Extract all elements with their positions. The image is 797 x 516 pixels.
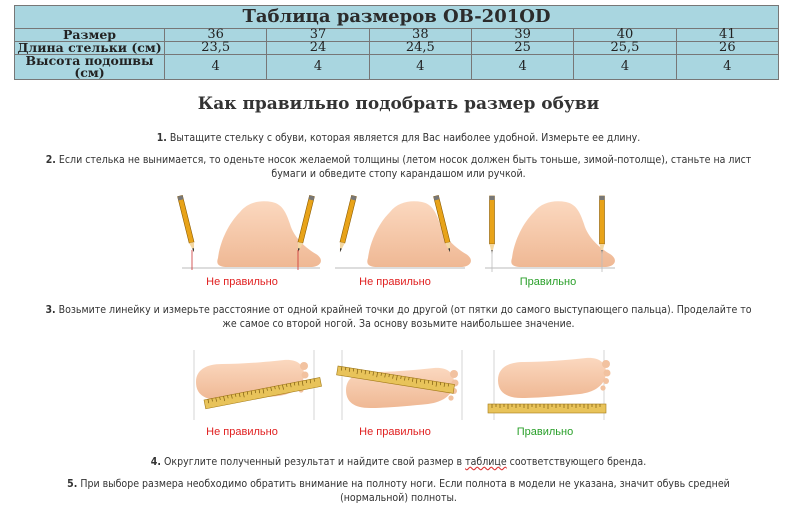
step-1 [0, 131, 797, 145]
table-cell: 36 [165, 29, 267, 42]
step-number: 3. [45, 304, 56, 316]
step-text: бумаги и обведите стопу карандашом или ручкой. [271, 168, 526, 180]
table-cell: 26 [676, 42, 778, 55]
caption-wrong: Не правильно [359, 276, 431, 288]
table-link-text: таблице [465, 456, 507, 468]
step-text: (нормальной) полноты. [340, 492, 457, 504]
guide-heading: Как правильно подобрать размер обуви [197, 94, 600, 114]
table-cell: 4 [369, 55, 471, 80]
step-text: соответствующего бренда. [506, 456, 647, 468]
step-number: 4. [150, 456, 161, 468]
table-cell: 24,5 [369, 42, 471, 55]
table-cell: 23,5 [165, 42, 267, 55]
step-2 [0, 153, 797, 181]
step-text: При выборе размера необходимо обратить внимание на полноту ноги. Если полнота в модели не указана, значит обувь средней [80, 478, 730, 490]
table-cell: 39 [471, 29, 573, 42]
table-cell: 25 [471, 42, 573, 55]
step-text: Округлите полученный результат и найдите свой размер в [163, 456, 466, 468]
table-cell: 4 [267, 55, 369, 80]
foot-figure-right [485, 196, 615, 272]
ruler-figure-wrong-1 [194, 350, 322, 420]
step-3 [0, 303, 797, 331]
caption-wrong: Не правильно [359, 426, 431, 438]
table-row [15, 55, 779, 80]
caption-wrong: Не правильно [206, 276, 278, 288]
step-text: же самое со второй ногой. За основу возьмите наибольшее значение. [222, 318, 575, 330]
table-cell: 40 [574, 29, 676, 42]
step-5 [0, 477, 797, 505]
step-number: 5. [67, 478, 78, 490]
table-cell: 4 [471, 55, 573, 80]
foot-figure-wrong-2 [335, 195, 471, 268]
row-header-insole: Длина стельки (см) [15, 42, 165, 55]
table-cell: 4 [574, 55, 676, 80]
step-text: Если стелька не вынимается, то оденьте носок желаемой толщины (летом носок должен быть тоньше, зимой-потолще), станьте на лист [58, 154, 752, 166]
table-cell: 41 [676, 29, 778, 42]
size-table [14, 5, 779, 80]
foot-figure-wrong-1 [178, 195, 321, 270]
ruler-figures [180, 350, 620, 420]
table-cell: 4 [165, 55, 267, 80]
caption-right: Правильно [519, 276, 577, 288]
caption-right: Правильно [516, 426, 574, 438]
step-text: Возьмите линейку и измерьте расстояние от одной крайней точки до другой (от пятки до самого выступающего пальца). Проделайте то [58, 304, 752, 316]
ruler-figure-right [488, 350, 611, 420]
step-number: 2. [45, 154, 56, 166]
table-cell: 4 [676, 55, 778, 80]
step-4 [0, 455, 797, 469]
row-header-size: Размер [15, 29, 165, 42]
table-title: Таблица размеров OB-201OD [15, 6, 779, 29]
caption-wrong: Не правильно [206, 426, 278, 438]
ruler-figure-wrong-2 [337, 350, 462, 420]
table-cell: 24 [267, 42, 369, 55]
table-cell: 37 [267, 29, 369, 42]
step-number: 1. [156, 132, 167, 144]
row-header-sole: Высота подошвы (см) [15, 55, 165, 80]
table-cell: 25,5 [574, 42, 676, 55]
table-cell: 38 [369, 29, 471, 42]
step-text: Вытащите стельку с обуви, которая является для Вас наиболее удобной. Измерьте ее длину. [169, 132, 641, 144]
